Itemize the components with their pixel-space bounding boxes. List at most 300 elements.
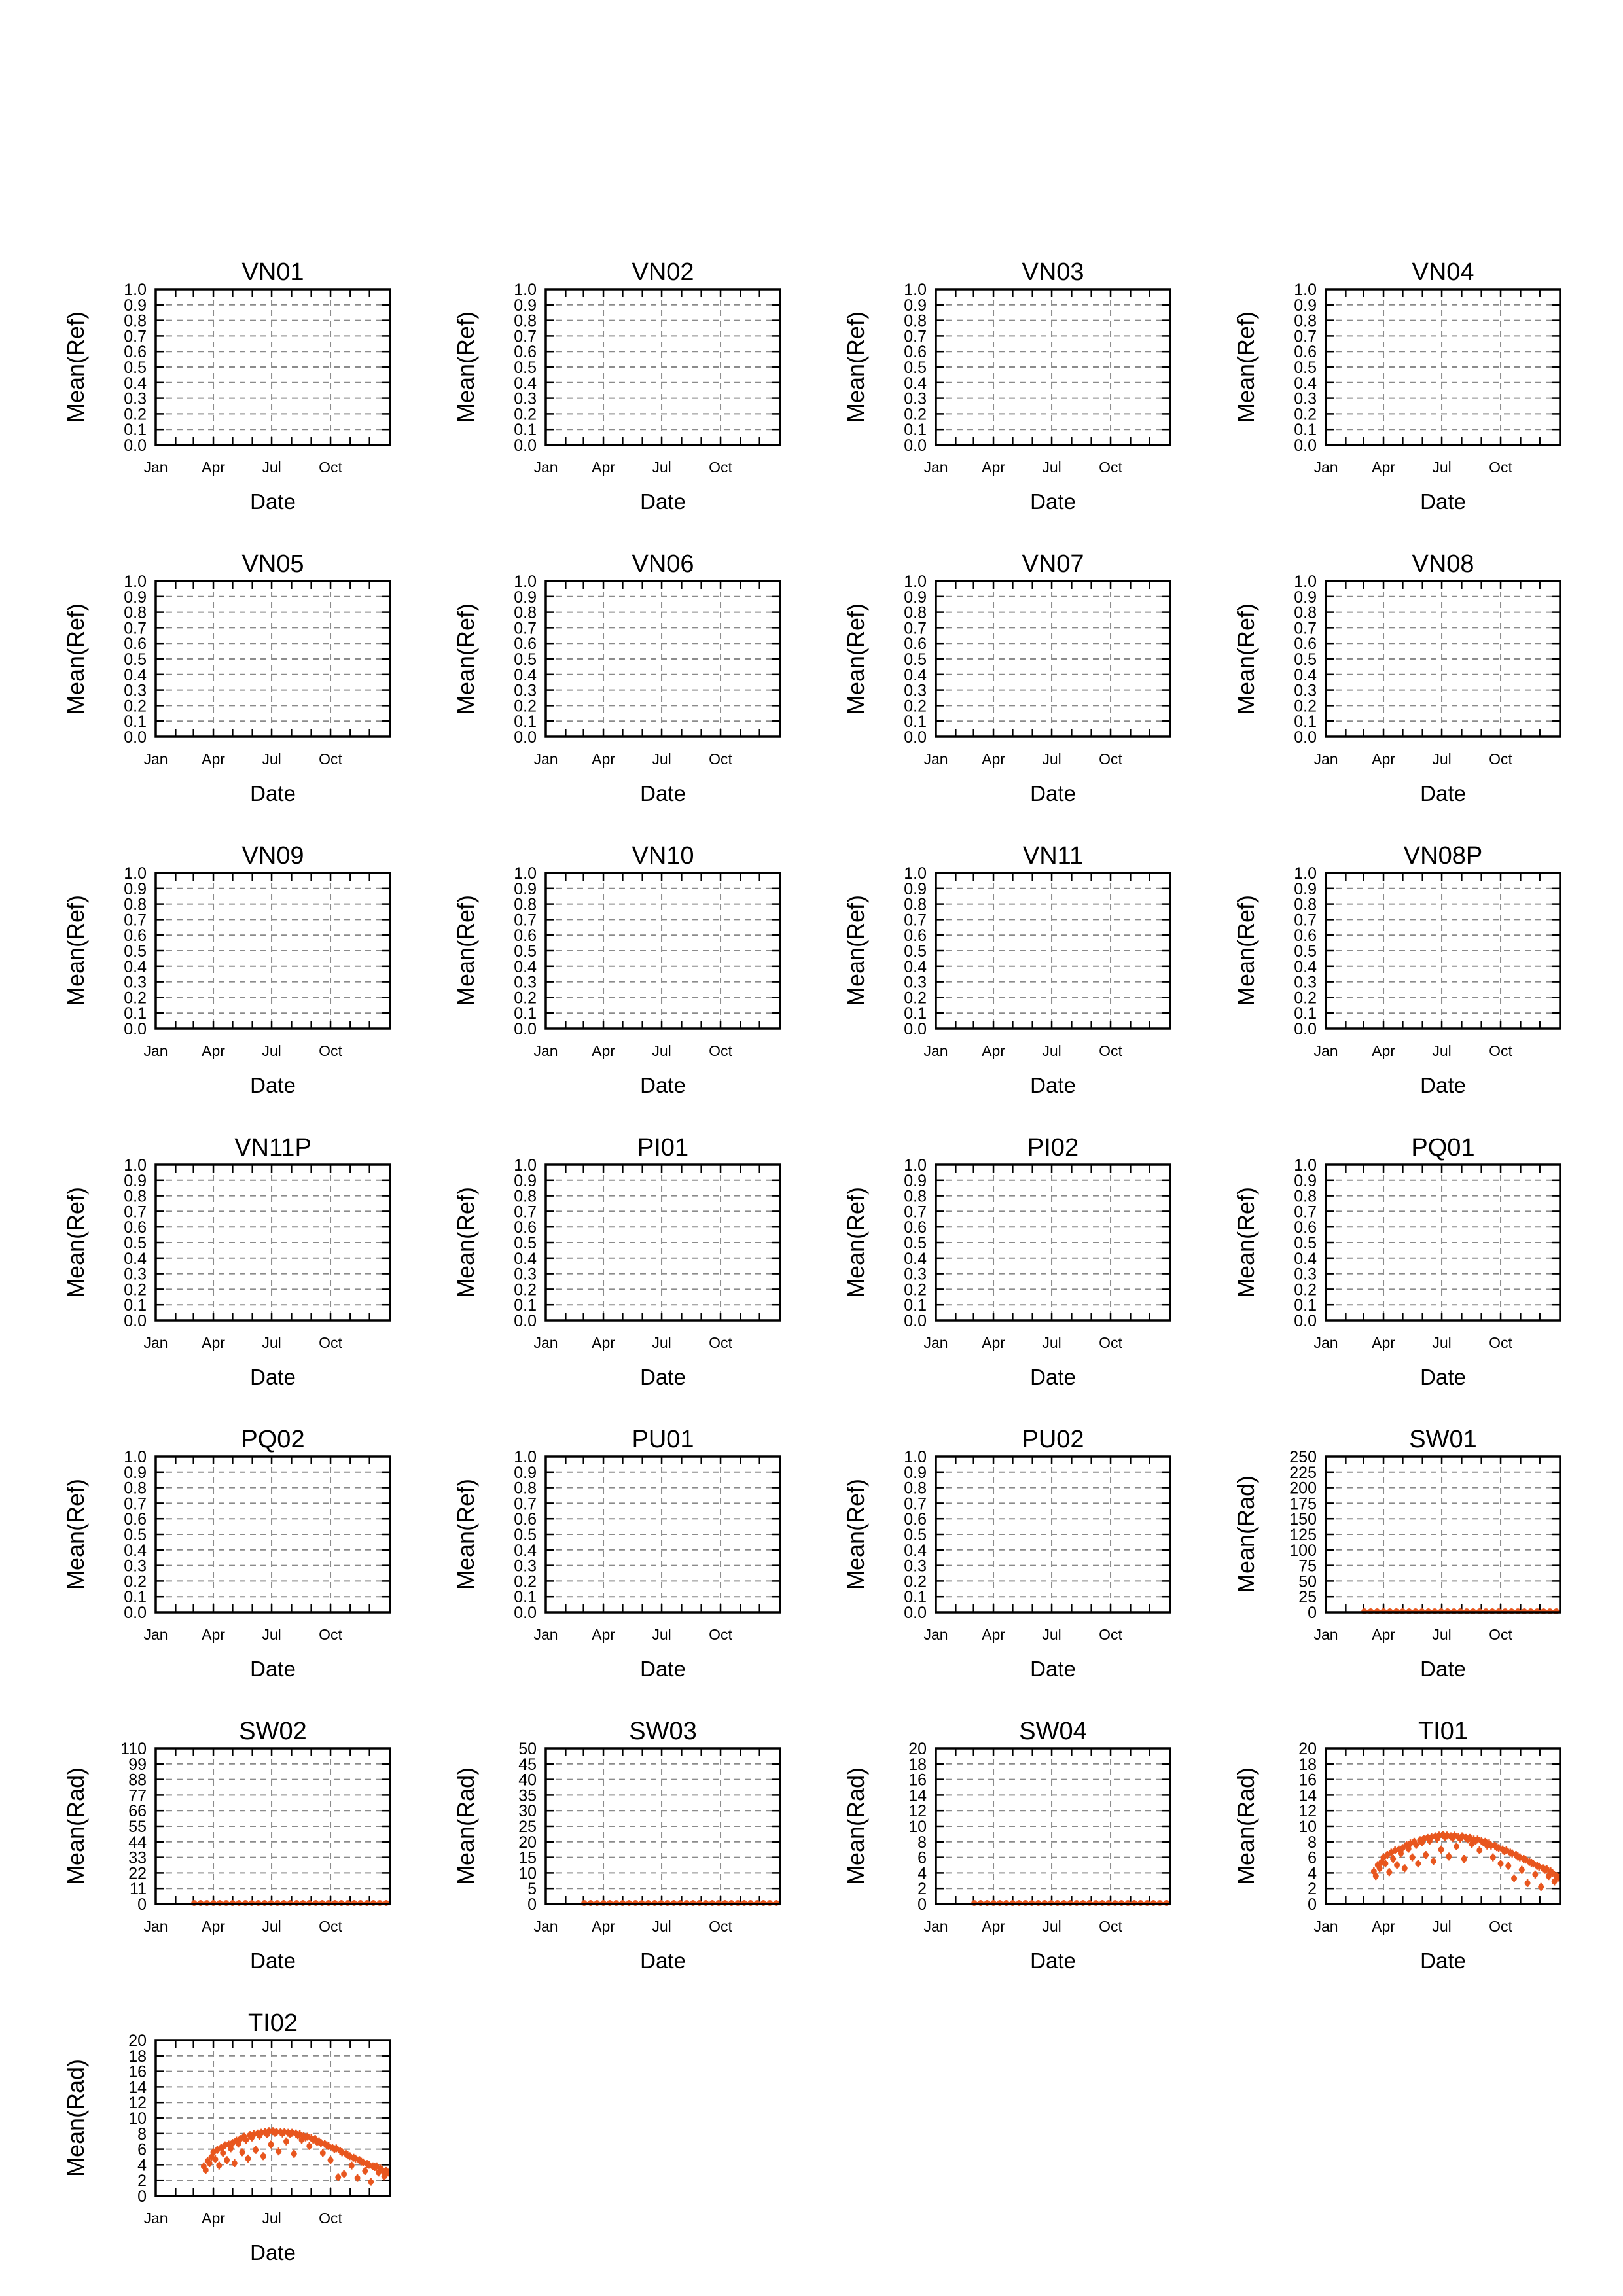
chart-title: SW01: [1409, 1426, 1477, 1453]
x-axis-label: Date: [640, 781, 686, 805]
chart-panel-vn11: [806, 819, 1196, 1107]
x-tick-label: Apr: [202, 1334, 225, 1351]
x-tick-label: Apr: [202, 2210, 225, 2227]
y-tick-label: 0.7: [514, 911, 537, 930]
x-tick-label: Jul: [1042, 1042, 1061, 1059]
x-tick-label: Oct: [709, 459, 732, 476]
x-tick-label: Jul: [262, 1918, 281, 1935]
x-tick-label: Jul: [1432, 1918, 1452, 1935]
y-tick-label: 8: [1308, 1833, 1317, 1852]
y-tick-label: 12: [128, 2094, 147, 2113]
x-tick-label: Jul: [262, 1042, 281, 1059]
y-tick-label: 0.4: [904, 374, 927, 393]
y-tick-label: 1.0: [1294, 573, 1317, 591]
y-tick-label: 0.7: [124, 1494, 147, 1513]
y-tick-label: 0.6: [1294, 343, 1317, 362]
y-tick-label: 0.8: [1294, 1187, 1317, 1206]
chart-svg: [416, 236, 806, 523]
y-tick-label: 0: [1308, 1896, 1317, 1914]
y-tick-label: 0.3: [904, 1265, 927, 1284]
y-tick-label: 0.5: [514, 1526, 537, 1544]
chart-svg: [1196, 236, 1586, 523]
y-tick-label: 250: [1289, 1448, 1317, 1466]
y-axis-label: Mean(Ref): [62, 894, 89, 1007]
y-tick-label: 0.6: [904, 635, 927, 654]
x-tick-label: Oct: [319, 1042, 342, 1059]
y-tick-label: 0.1: [514, 1588, 537, 1607]
y-axis-label: Mean(Ref): [452, 894, 479, 1007]
y-tick-label: 0.1: [904, 1296, 927, 1315]
x-tick-label: Jan: [533, 1334, 558, 1351]
y-tick-label: 0: [137, 1896, 147, 1914]
x-tick-label: Oct: [709, 1334, 732, 1351]
x-tick-label: Oct: [709, 1042, 732, 1059]
y-tick-label: 25: [1298, 1588, 1317, 1607]
x-tick-label: Apr: [592, 1918, 615, 1935]
chart-svg: [416, 819, 806, 1107]
y-tick-label: 14: [1298, 1786, 1317, 1805]
x-tick-label: Jan: [1313, 1626, 1338, 1643]
y-tick-label: 30: [518, 1802, 537, 1821]
y-axis-label: Mean(Rad): [1232, 1767, 1259, 1886]
x-tick-label: Oct: [1489, 1918, 1512, 1935]
y-tick-label: 0.1: [904, 1588, 927, 1607]
x-axis-label: Date: [1030, 1073, 1076, 1097]
y-tick-label: 0.6: [1294, 635, 1317, 654]
chart-panel-pu02: [806, 1403, 1196, 1691]
y-tick-label: 0.5: [124, 1234, 147, 1252]
y-tick-label: 1.0: [124, 281, 147, 299]
y-tick-label: 0.9: [124, 296, 147, 315]
chart-panel-pq01: [1196, 1111, 1586, 1399]
y-tick-label: 1.0: [904, 1156, 927, 1174]
chart-title: VN01: [241, 258, 304, 286]
y-axis-label: Mean(Ref): [1232, 894, 1259, 1007]
x-tick-label: Jan: [923, 1334, 948, 1351]
y-tick-label: 18: [908, 1755, 927, 1774]
chart-svg: [26, 1695, 416, 1983]
x-tick-label: Jul: [652, 1626, 671, 1643]
y-tick-label: 0.4: [124, 665, 147, 684]
y-tick-label: 0.2: [1294, 405, 1317, 424]
y-tick-label: 0.2: [904, 1280, 927, 1299]
y-tick-label: 0.7: [124, 619, 147, 638]
y-tick-label: 0.5: [124, 1526, 147, 1544]
x-tick-label: Jan: [533, 751, 558, 768]
x-tick-label: Apr: [592, 751, 615, 768]
y-tick-label: 0.3: [124, 389, 147, 408]
y-tick-label: 0.3: [124, 973, 147, 992]
y-tick-label: 1.0: [124, 1448, 147, 1466]
y-tick-label: 0.0: [514, 1604, 537, 1622]
y-axis-label: Mean(Ref): [62, 311, 89, 423]
x-tick-label: Jan: [923, 1042, 948, 1059]
y-tick-label: 18: [1298, 1755, 1317, 1774]
y-axis-label: Mean(Rad): [452, 1767, 479, 1886]
y-tick-label: 0.5: [1294, 942, 1317, 961]
x-tick-label: Apr: [982, 1334, 1005, 1351]
y-tick-label: 0.1: [514, 421, 537, 440]
y-tick-label: 0.2: [514, 989, 537, 1008]
x-tick-label: Apr: [1372, 1042, 1395, 1059]
y-tick-label: 0.9: [124, 588, 147, 607]
x-tick-label: Oct: [1489, 751, 1512, 768]
chart-svg: [26, 1111, 416, 1399]
x-tick-label: Jan: [1313, 1334, 1338, 1351]
x-tick-label: Jan: [533, 459, 558, 476]
y-tick-label: 0.2: [124, 1280, 147, 1299]
y-tick-label: 99: [128, 1755, 147, 1774]
y-tick-label: 1.0: [904, 573, 927, 591]
y-tick-label: 0.1: [1294, 713, 1317, 732]
y-tick-label: 12: [1298, 1802, 1317, 1821]
y-tick-label: 14: [908, 1786, 927, 1805]
y-tick-label: 0.6: [1294, 1218, 1317, 1237]
x-tick-label: Jan: [923, 1626, 948, 1643]
x-axis-label: Date: [1420, 1949, 1466, 1973]
y-tick-label: 0.1: [124, 1588, 147, 1607]
y-tick-label: 0.4: [514, 665, 537, 684]
chart-svg: [806, 819, 1196, 1107]
y-tick-label: 0.0: [124, 1312, 147, 1330]
y-tick-label: 40: [518, 1771, 537, 1790]
y-tick-label: 0.0: [904, 1604, 927, 1622]
chart-svg: [26, 819, 416, 1107]
y-tick-label: 10: [1298, 1818, 1317, 1836]
y-tick-label: 0.0: [1294, 1312, 1317, 1330]
x-axis-label: Date: [1420, 489, 1466, 514]
y-tick-label: 0.5: [124, 942, 147, 961]
y-axis-label: Mean(Ref): [62, 1478, 89, 1591]
y-tick-label: 0.0: [904, 436, 927, 455]
y-tick-label: 0.9: [1294, 588, 1317, 607]
x-tick-label: Jan: [143, 1042, 168, 1059]
chart-title: VN03: [1022, 258, 1084, 286]
x-tick-label: Apr: [982, 1918, 1005, 1935]
y-axis-label: Mean(Ref): [452, 311, 479, 423]
y-tick-label: 1.0: [1294, 864, 1317, 883]
x-axis-label: Date: [1030, 1365, 1076, 1389]
x-axis-label: Date: [1420, 1073, 1466, 1097]
y-tick-label: 0.7: [904, 619, 927, 638]
y-tick-label: 175: [1289, 1494, 1317, 1513]
x-axis-label: Date: [250, 1073, 296, 1097]
x-tick-label: Apr: [982, 459, 1005, 476]
y-tick-label: 0.4: [124, 1541, 147, 1560]
x-axis-label: Date: [1030, 1657, 1076, 1681]
chart-svg: [26, 1403, 416, 1691]
y-tick-label: 0.1: [514, 1004, 537, 1023]
y-tick-label: 0.1: [124, 713, 147, 732]
y-tick-label: 18: [128, 2047, 147, 2066]
y-tick-label: 0.2: [904, 405, 927, 424]
y-tick-label: 0.7: [1294, 327, 1317, 346]
y-axis-label: Mean(Ref): [842, 603, 869, 715]
chart-panel-vn03: [806, 236, 1196, 523]
y-tick-label: 0.0: [514, 1020, 537, 1038]
y-tick-label: 0.1: [514, 713, 537, 732]
y-tick-label: 20: [1298, 1740, 1317, 1758]
x-tick-label: Apr: [1372, 1626, 1395, 1643]
y-tick-label: 0.5: [1294, 359, 1317, 377]
y-tick-label: 0.8: [124, 1187, 147, 1206]
chart-title: VN08P: [1403, 842, 1483, 870]
y-tick-label: 0.4: [904, 957, 927, 976]
y-tick-label: 0.5: [1294, 650, 1317, 669]
chart-title: VN06: [632, 550, 694, 578]
y-tick-label: 0.1: [1294, 1004, 1317, 1023]
chart-title: VN10: [632, 842, 694, 870]
y-tick-label: 125: [1289, 1526, 1317, 1544]
x-tick-label: Apr: [592, 1626, 615, 1643]
y-tick-label: 0.6: [124, 635, 147, 654]
x-tick-label: Jan: [923, 1918, 948, 1935]
x-tick-label: Oct: [1099, 1334, 1122, 1351]
x-tick-label: Jan: [1313, 1042, 1338, 1059]
x-tick-label: Jan: [1313, 1918, 1338, 1935]
x-axis-label: Date: [640, 1073, 686, 1097]
y-tick-label: 0.9: [514, 296, 537, 315]
y-axis-label: Mean(Ref): [1232, 603, 1259, 715]
y-tick-label: 0.3: [514, 973, 537, 992]
y-tick-label: 0.7: [124, 1203, 147, 1222]
y-tick-label: 20: [908, 1740, 927, 1758]
y-tick-label: 0.1: [1294, 421, 1317, 440]
x-tick-label: Apr: [1372, 751, 1395, 768]
y-tick-label: 0.8: [1294, 603, 1317, 622]
chart-title: TI02: [247, 2009, 298, 2037]
y-axis-label: Mean(Ref): [452, 1186, 479, 1299]
y-axis-label: Mean(Ref): [1232, 311, 1259, 423]
y-tick-label: 1.0: [124, 1156, 147, 1174]
chart-panel-vn10: [416, 819, 806, 1107]
y-tick-label: 0.7: [1294, 619, 1317, 638]
y-tick-label: 0.5: [124, 650, 147, 669]
x-tick-label: Oct: [709, 751, 732, 768]
y-tick-label: 0.0: [514, 728, 537, 747]
chart-svg: [1196, 527, 1586, 815]
x-tick-label: Apr: [1372, 1918, 1395, 1935]
y-tick-label: 0.8: [514, 895, 537, 914]
y-tick-label: 0.7: [514, 1494, 537, 1513]
y-tick-label: 0.6: [124, 1218, 147, 1237]
y-tick-label: 0.8: [1294, 311, 1317, 330]
y-axis-label: Mean(Ref): [1232, 1186, 1259, 1299]
x-tick-label: Apr: [982, 1626, 1005, 1643]
chart-panel-vn05: [26, 527, 416, 815]
y-tick-label: 0.9: [904, 588, 927, 607]
x-tick-label: Jul: [262, 459, 281, 476]
x-tick-label: Oct: [709, 1626, 732, 1643]
y-tick-label: 0.6: [124, 1510, 147, 1529]
chart-title: SW03: [629, 1718, 697, 1745]
y-tick-label: 77: [128, 1786, 147, 1805]
y-tick-label: 0.3: [514, 389, 537, 408]
x-tick-label: Jul: [262, 2210, 281, 2227]
chart-title: VN11: [1022, 842, 1084, 870]
x-tick-label: Oct: [319, 1918, 342, 1935]
chart-title: VN09: [241, 842, 304, 870]
y-tick-label: 0.9: [1294, 1171, 1317, 1190]
y-axis-label: Mean(Ref): [842, 1478, 869, 1591]
y-tick-label: 0.8: [124, 895, 147, 914]
x-tick-label: Apr: [202, 1626, 225, 1643]
y-tick-label: 0.3: [1294, 1265, 1317, 1284]
chart-svg: [416, 1695, 806, 1983]
y-tick-label: 0.7: [1294, 911, 1317, 930]
y-tick-label: 4: [137, 2156, 147, 2175]
y-tick-label: 0.8: [904, 1479, 927, 1498]
y-tick-label: 0.8: [514, 1187, 537, 1206]
y-tick-label: 0.6: [514, 1218, 537, 1237]
y-tick-label: 0.4: [514, 374, 537, 393]
y-tick-label: 0.9: [124, 1171, 147, 1190]
y-tick-label: 0.3: [904, 389, 927, 408]
x-tick-label: Jan: [143, 2210, 168, 2227]
x-tick-label: Jul: [652, 1042, 671, 1059]
y-tick-label: 0.7: [514, 1203, 537, 1222]
y-tick-label: 1.0: [514, 864, 537, 883]
y-tick-label: 0.9: [904, 296, 927, 315]
x-tick-label: Jul: [652, 459, 671, 476]
y-tick-label: 0.5: [904, 650, 927, 669]
y-tick-label: 0.2: [1294, 989, 1317, 1008]
y-tick-label: 0.2: [514, 1280, 537, 1299]
x-tick-label: Jul: [1432, 751, 1452, 768]
chart-svg: [26, 1987, 416, 2274]
y-tick-label: 0: [527, 1896, 537, 1914]
y-tick-label: 0.9: [1294, 879, 1317, 898]
y-tick-label: 0.8: [904, 603, 927, 622]
chart-panel-sw04: [806, 1695, 1196, 1983]
y-tick-label: 225: [1289, 1463, 1317, 1482]
y-tick-label: 150: [1289, 1510, 1317, 1529]
y-tick-label: 0.2: [904, 697, 927, 716]
x-tick-label: Jan: [533, 1626, 558, 1643]
y-tick-label: 75: [1298, 1557, 1317, 1576]
x-tick-label: Jan: [143, 1626, 168, 1643]
y-tick-label: 0.1: [124, 1004, 147, 1023]
y-tick-label: 0.1: [124, 421, 147, 440]
y-tick-label: 0.2: [124, 1572, 147, 1591]
x-tick-label: Jul: [652, 1918, 671, 1935]
y-tick-label: 0.3: [124, 1265, 147, 1284]
chart-svg: [1196, 1403, 1586, 1691]
chart-panel-pq02: [26, 1403, 416, 1691]
y-tick-label: 0.8: [904, 895, 927, 914]
y-tick-label: 16: [908, 1771, 927, 1790]
y-tick-label: 0.1: [904, 1004, 927, 1023]
y-tick-label: 12: [908, 1802, 927, 1821]
chart-title: VN08: [1412, 550, 1474, 578]
x-axis-label: Date: [1030, 1949, 1076, 1973]
y-tick-label: 110: [120, 1740, 147, 1758]
y-tick-label: 0.8: [1294, 895, 1317, 914]
x-tick-label: Jul: [1042, 1334, 1061, 1351]
y-tick-label: 0.7: [124, 327, 147, 346]
chart-panel-ti02: [26, 1987, 416, 2274]
y-tick-label: 0.7: [514, 619, 537, 638]
y-tick-label: 1.0: [1294, 281, 1317, 299]
chart-svg: [806, 527, 1196, 815]
y-tick-label: 0.8: [904, 311, 927, 330]
y-tick-label: 0.6: [1294, 927, 1317, 945]
chart-panel-vn02: [416, 236, 806, 523]
y-tick-label: 2: [918, 1880, 927, 1899]
x-tick-label: Apr: [1372, 1334, 1395, 1351]
chart-svg: [1196, 1695, 1586, 1983]
x-tick-label: Apr: [592, 1042, 615, 1059]
chart-title: PI01: [637, 1134, 689, 1161]
x-tick-label: Jul: [262, 1626, 281, 1643]
y-tick-label: 0.9: [514, 879, 537, 898]
y-tick-label: 0.3: [514, 1265, 537, 1284]
y-tick-label: 0.6: [904, 927, 927, 945]
y-tick-label: 2: [1308, 1880, 1317, 1899]
y-tick-label: 44: [128, 1833, 147, 1852]
chart-panel-pi01: [416, 1111, 806, 1399]
y-tick-label: 0.1: [514, 1296, 537, 1315]
x-tick-label: Jan: [143, 459, 168, 476]
x-tick-label: Apr: [202, 1042, 225, 1059]
y-tick-label: 1.0: [514, 281, 537, 299]
y-tick-label: 14: [128, 2078, 147, 2097]
y-tick-label: 55: [128, 1818, 147, 1836]
y-tick-label: 0.0: [904, 728, 927, 747]
y-tick-label: 0.6: [514, 635, 537, 654]
y-tick-label: 0.4: [124, 1249, 147, 1268]
x-tick-label: Jan: [143, 1334, 168, 1351]
x-tick-label: Apr: [1372, 459, 1395, 476]
y-axis-label: Mean(Ref): [842, 1186, 869, 1299]
y-tick-label: 2: [137, 2172, 147, 2191]
y-axis-label: Mean(Ref): [62, 603, 89, 715]
y-tick-label: 0.3: [514, 1557, 537, 1576]
chart-panel-pi02: [806, 1111, 1196, 1399]
x-tick-label: Jul: [1042, 1626, 1061, 1643]
x-axis-label: Date: [250, 1365, 296, 1389]
y-tick-label: 4: [918, 1864, 927, 1883]
chart-panel-vn01: [26, 236, 416, 523]
x-axis-label: Date: [1030, 781, 1076, 805]
y-tick-label: 0.2: [124, 405, 147, 424]
x-axis-label: Date: [640, 1365, 686, 1389]
y-tick-label: 0.4: [514, 957, 537, 976]
y-tick-label: 0.8: [514, 603, 537, 622]
x-axis-label: Date: [1420, 1657, 1466, 1681]
x-tick-label: Apr: [982, 1042, 1005, 1059]
y-tick-label: 1.0: [514, 573, 537, 591]
y-tick-label: 0.3: [904, 681, 927, 700]
x-tick-label: Oct: [1489, 1334, 1512, 1351]
y-tick-label: 0.0: [124, 436, 147, 455]
y-tick-label: 0.4: [1294, 1249, 1317, 1268]
y-axis-label: Mean(Rad): [842, 1767, 869, 1886]
y-tick-label: 0.5: [904, 942, 927, 961]
chart-svg: [806, 1111, 1196, 1399]
x-tick-label: Apr: [592, 1334, 615, 1351]
chart-title: PU02: [1022, 1426, 1084, 1453]
y-tick-label: 0.8: [514, 311, 537, 330]
x-tick-label: Oct: [1489, 459, 1512, 476]
x-tick-label: Jul: [1432, 1334, 1452, 1351]
chart-panel-vn09: [26, 819, 416, 1107]
y-tick-label: 15: [518, 1848, 537, 1867]
x-tick-label: Jul: [1042, 459, 1061, 476]
x-tick-label: Jul: [1432, 1626, 1452, 1643]
y-tick-label: 33: [128, 1848, 147, 1867]
x-tick-label: Oct: [319, 459, 342, 476]
